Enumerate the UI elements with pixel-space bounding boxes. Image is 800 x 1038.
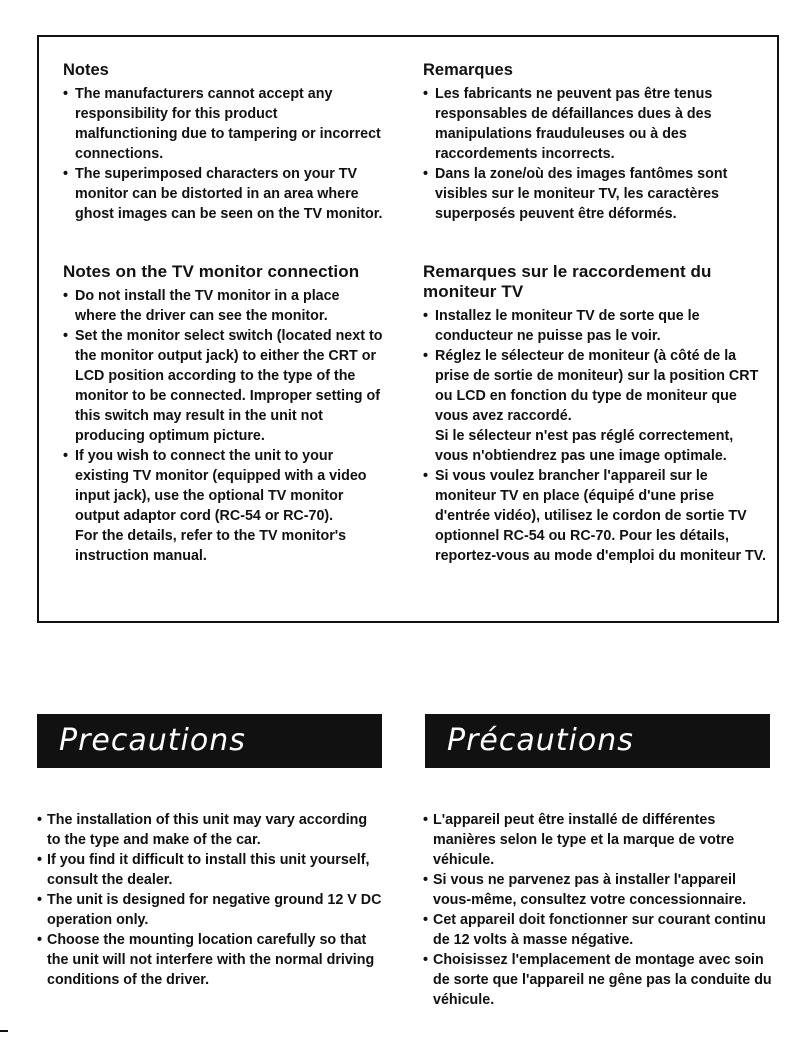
list-item: • The installation of this unit may vary according to the type and make of the car. [37, 810, 382, 850]
precautions-fr-section [423, 810, 773, 1010]
notes-en-section [63, 60, 383, 224]
list-item-subtext: For the details, refer to the TV monitor's instruction manual. [75, 528, 347, 564]
list-item: • Dans la zone/où des images fantômes sont visibles sur le moniteur TV, les caractères superposés peuvent être déformés. [423, 164, 768, 224]
tv-connection-fr-list [423, 306, 768, 566]
precautions-fr-list [423, 810, 773, 1010]
precautions-fr-banner: Précautions [425, 714, 770, 768]
tv-connection-fr-section [423, 262, 768, 566]
notes-fr-section [423, 60, 768, 224]
precautions-en-banner: Precautions [37, 714, 382, 768]
tv-connection-en-list [63, 286, 383, 566]
precautions-en-list [37, 810, 382, 990]
list-item: • Si vous voulez brancher l'appareil sur le moniteur TV en place (équipé d'une prise d'entrée vidéo), utilisez le cordon de sortie TV optionnel RC-54 ou RC-70. Pour les détails, reportez-vous au mode d'emploi du moniteur TV. [423, 466, 768, 566]
list-item: • L'appareil peut être installé de différentes manières selon le type et la marque de votre véhicule. [423, 810, 773, 870]
list-item: • Do not install the TV monitor in a place where the driver can see the monitor. [63, 286, 383, 326]
list-item [423, 346, 768, 466]
list-item-subtext: Si le sélecteur n'est pas réglé correctement, vous n'obtiendrez pas une image optimale. [435, 428, 734, 464]
notes-en-list [63, 84, 383, 224]
tv-connection-en-section [63, 262, 383, 566]
list-item [63, 446, 383, 566]
list-item: • Set the monitor select switch (located next to the monitor output jack) to either the CRT or LCD position according to the type of the monitor to be connected. Improper setting of this switch may result in the unit not producing optimum picture. [63, 326, 383, 446]
list-item: • The manufacturers cannot accept any responsibility for this product malfunctioning due to tampering or incorrect connections. [63, 84, 383, 164]
list-item: • The superimposed characters on your TV monitor can be distorted in an area where ghost images can be seen on the TV monitor. [63, 164, 383, 224]
list-item: • Cet appareil doit fonctionner sur courant continu de 12 volts à masse négative. [423, 910, 773, 950]
list-item: • Installez le moniteur TV de sorte que le conducteur ne puisse pas le voir. [423, 306, 768, 346]
precautions-en-section [37, 810, 382, 990]
list-item: • Si vous ne parvenez pas à installer l'appareil vous-même, consultez votre concessionnaire. [423, 870, 773, 910]
page-corner-mark [0, 1030, 8, 1032]
list-item: • Choose the mounting location carefully so that the unit will not interfere with the normal driving conditions of the driver. [37, 930, 382, 990]
tv-connection-en-heading: Notes on the TV monitor connection [63, 262, 360, 281]
tv-connection-fr-heading: Remarques sur le raccordement du moniteur TV [423, 262, 712, 301]
list-item-text: If you wish to connect the unit to your existing TV monitor (equipped with a video input jack), use the optional TV monitor output adaptor cord (RC-54 or RC-70). [75, 448, 367, 524]
notes-fr-heading: Remarques [423, 61, 513, 79]
list-item: • Les fabricants ne peuvent pas être tenus responsables de défaillances dues à des manipulations frauduleuses ou à des raccordements incorrects. [423, 84, 768, 164]
list-item: • Choisissez l'emplacement de montage avec soin de sorte que l'appareil ne gêne pas la conduite du véhicule. [423, 950, 773, 1010]
notes-fr-list [423, 84, 768, 224]
list-item: • If you find it difficult to install this unit yourself, consult the dealer. [37, 850, 382, 890]
list-item-text: Réglez le sélecteur de moniteur (à côté de la prise de sortie de moniteur) sur la position CRT ou LCD en fonction du type de moniteur que vous avez raccordé. [435, 348, 759, 424]
notes-en-heading: Notes [63, 61, 109, 79]
list-item: • The unit is designed for negative ground 12 V DC operation only. [37, 890, 382, 930]
